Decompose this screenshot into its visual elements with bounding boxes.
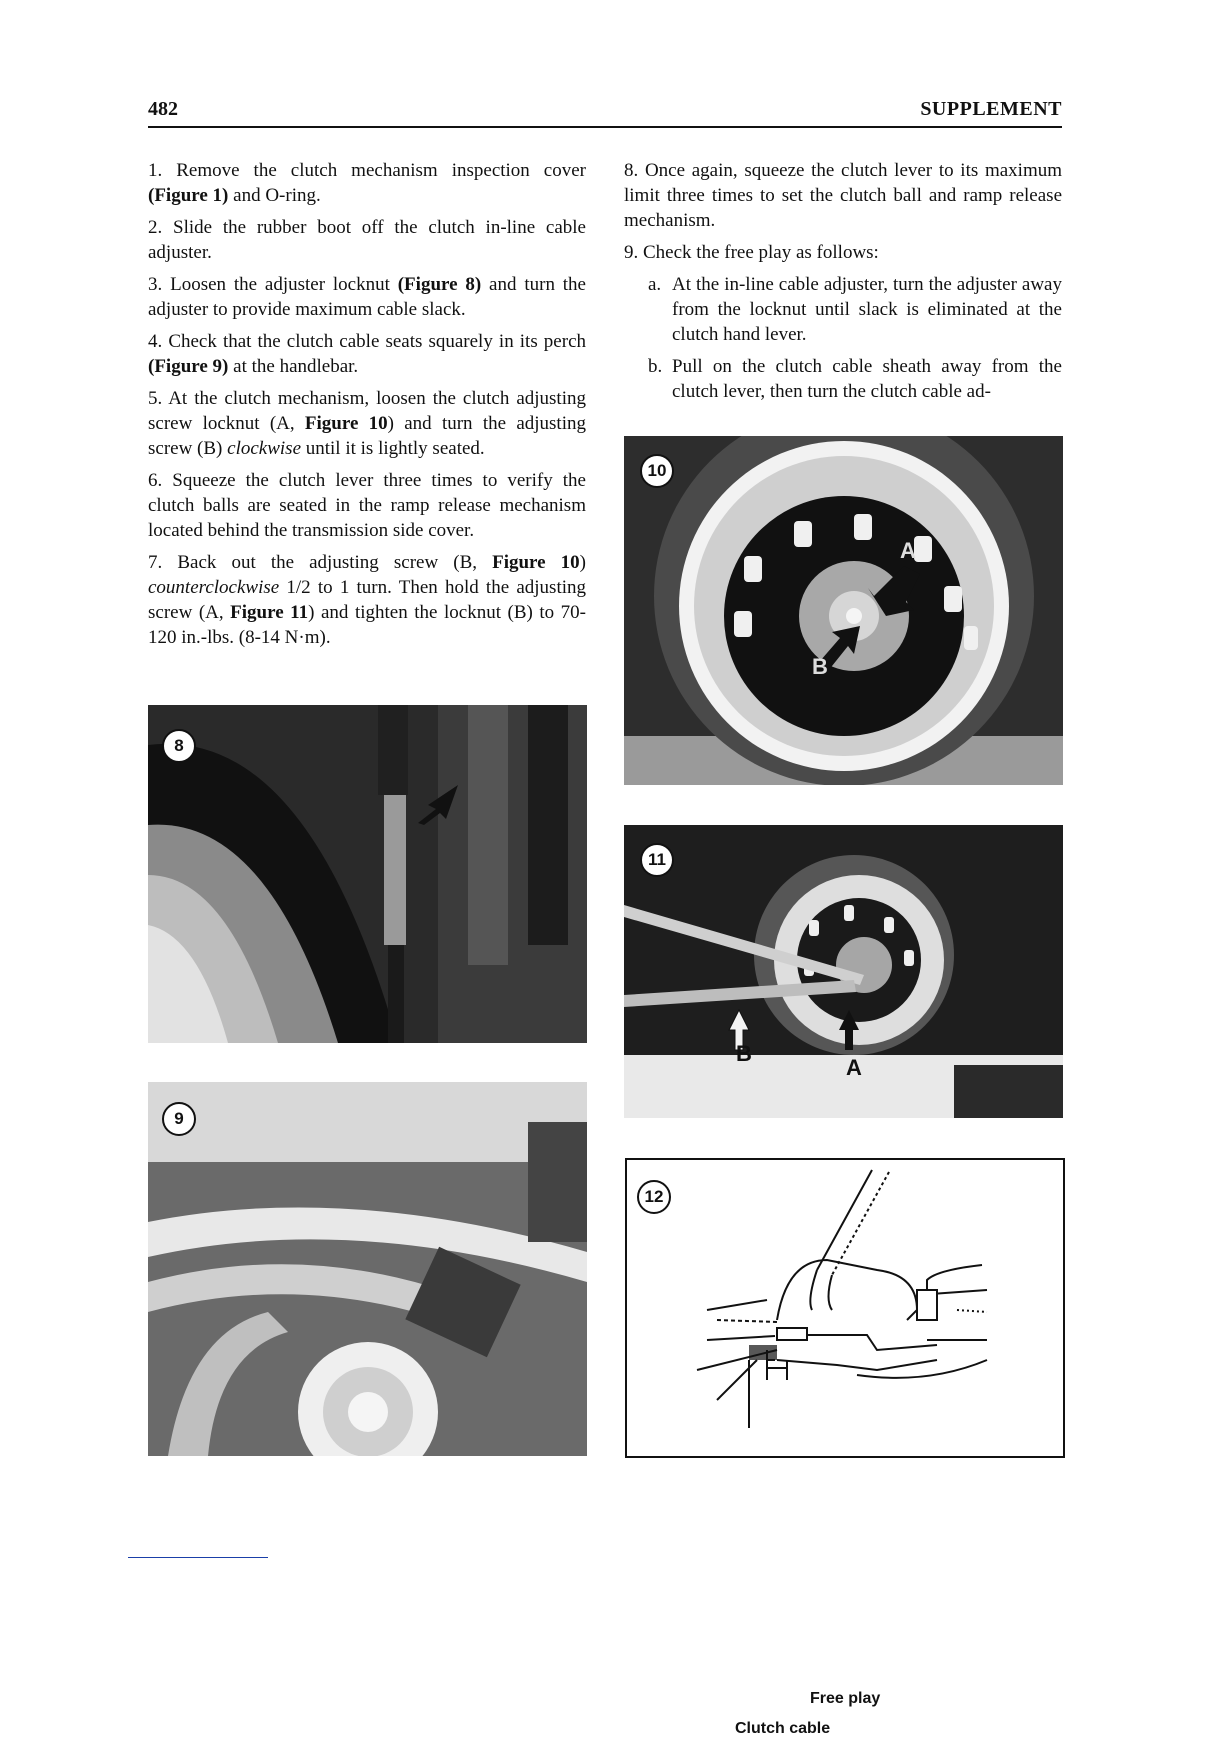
- paragraph-number: 5.: [148, 388, 163, 409]
- figure-12-diagram: [625, 1158, 1065, 1737]
- figure-12-drawing: [627, 1160, 1063, 1456]
- figure-12-badge: 12: [637, 1180, 671, 1214]
- figure-8-photo: [148, 705, 587, 1043]
- footer-rule: [128, 1557, 268, 1558]
- paragraph-text: Pull on the clutch cable sheath away from the clutch lever, then turn the clutch cable ad-: [672, 356, 1062, 402]
- paragraph-text: counterclockwise: [148, 577, 280, 598]
- paragraph-6: [148, 468, 586, 543]
- paragraph-4: [148, 329, 586, 379]
- paragraph-number: 3.: [148, 274, 163, 295]
- paragraph-text: and turn the adjuster to provide maximum cable slack.: [148, 274, 586, 320]
- paragraph-text: at the handlebar.: [228, 356, 359, 377]
- figure-11-label-b: B: [736, 1041, 752, 1066]
- right-column-text: [624, 158, 1062, 411]
- figure-11-photo: [624, 825, 1063, 1118]
- paragraph-b: [648, 354, 1062, 404]
- page-header: [148, 98, 1062, 128]
- paragraph-number: b.: [648, 356, 663, 377]
- figure-9-image: [148, 1082, 587, 1456]
- paragraph-text: Figure 10: [492, 552, 580, 573]
- figure-10-image: [624, 436, 1063, 785]
- paragraph-text: Check that the clutch cable seats squarely in its perch: [162, 331, 586, 352]
- figure-10-label-b: B: [812, 654, 828, 679]
- paragraph-number: 6.: [148, 470, 163, 491]
- paragraph-text: (Figure 9): [148, 356, 229, 377]
- paragraph-text: Check the free play as follows:: [638, 242, 879, 263]
- paragraph-text: Figure 10: [304, 413, 388, 434]
- paragraph-2: [148, 215, 586, 265]
- figure-10-photo: [624, 436, 1063, 785]
- section-title: SUPPLEMENT: [920, 98, 1062, 120]
- figure-10-badge: 10: [640, 454, 674, 488]
- figure-8-image: [148, 705, 587, 1043]
- paragraph-text: clockwise: [227, 438, 301, 459]
- paragraph-number: 9.: [624, 242, 639, 263]
- left-column-text: [148, 158, 586, 657]
- paragraph-text: and O-ring.: [228, 185, 321, 206]
- clutch-cable-label: Clutch cable: [735, 1720, 831, 1737]
- paragraph-number: a.: [648, 274, 662, 295]
- paragraph-text: At the clutch mechanism, loosen the clutch adjusting screw locknut (A,: [148, 388, 586, 434]
- paragraph-3: [148, 272, 586, 322]
- paragraph-text: 1/2 to 1 turn. Then hold the adjusting screw (A,: [148, 577, 586, 623]
- paragraph-text: until it is lightly seated.: [301, 438, 485, 459]
- paragraph-number: 4.: [148, 331, 163, 352]
- paragraph-text: ) and turn the adjusting screw (B): [148, 413, 586, 459]
- paragraph-number: 1.: [148, 160, 163, 181]
- paragraph-text: (Figure 1): [148, 185, 229, 206]
- paragraph-text: (Figure 8): [397, 274, 482, 295]
- figure-11-label-a: A: [846, 1055, 862, 1080]
- paragraph-5: [148, 386, 586, 461]
- paragraph-text: Loosen the adjuster locknut: [162, 274, 398, 295]
- paragraph-8: [624, 158, 1062, 233]
- figure-11-image: [624, 825, 1063, 1118]
- paragraph-9: [624, 240, 1062, 265]
- paragraph-text: At the in-line cable adjuster, turn the adjuster away from the locknut until slack is eliminated at the clutch hand lever.: [672, 274, 1062, 345]
- paragraph-text: ) and tighten the locknut (B) to 70-120 in.-lbs. (8-14 N·m).: [148, 602, 587, 648]
- figure-9-badge: 9: [162, 1102, 196, 1136]
- paragraph-text: Back out the adjusting screw (B,: [162, 552, 493, 573]
- paragraph-text: Figure 11: [230, 602, 309, 623]
- figure-10-label-a: A: [900, 538, 916, 563]
- figure-9-photo: [148, 1082, 587, 1456]
- figure-8-badge: 8: [162, 729, 196, 763]
- paragraph-number: 8.: [624, 160, 639, 181]
- page-number: 482: [148, 98, 178, 120]
- paragraph-1: [148, 158, 586, 208]
- figure-11-badge: 11: [640, 843, 674, 877]
- paragraph-text: Slide the rubber boot off the clutch in-line cable adjuster.: [148, 217, 586, 263]
- paragraph-7: [148, 550, 586, 650]
- free-play-label: Free play: [810, 1690, 881, 1707]
- paragraph-text: Remove the clutch mechanism inspection cover: [162, 160, 586, 181]
- paragraph-text: ): [579, 552, 586, 573]
- paragraph-number: 2.: [148, 217, 163, 238]
- paragraph-text: Once again, squeeze the clutch lever to its maximum limit three times to set the clutch ball and ramp release mechanism.: [624, 160, 1062, 231]
- paragraph-text: Squeeze the clutch lever three times to verify the clutch balls are seated in the ramp release mechanism located behind the transmission side cover.: [148, 470, 586, 541]
- paragraph-number: 7.: [148, 552, 163, 573]
- paragraph-a: [648, 272, 1062, 347]
